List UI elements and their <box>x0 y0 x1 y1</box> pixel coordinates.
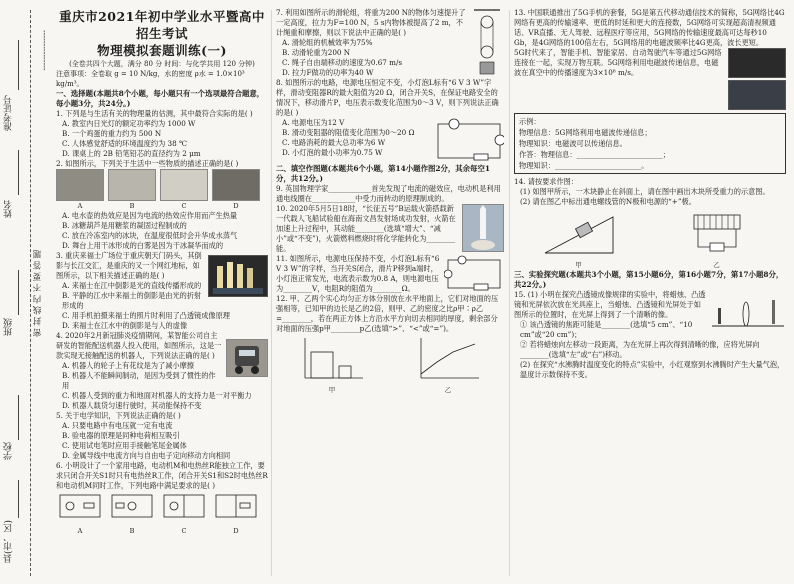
column-divider <box>509 10 510 576</box>
q3-block <box>56 251 268 311</box>
incline-diagram-icon <box>539 207 619 257</box>
q15-part: (2) 在探究“水沸腾时温度变化的特点”实验中，小红观察到水沸腾时产生大量气泡，温度计示数保持不变。 <box>520 360 785 379</box>
seal-line <box>30 10 31 576</box>
q8-option: C. 电路消耗的最大总功率为6 W <box>282 138 386 147</box>
q8-option: B. 滑动变阻器的阻值变化范围为0～20 Ω <box>282 128 415 137</box>
q1-option: A. 教室内日光灯的额定功率约为 1000 W <box>62 119 196 128</box>
q6-caption: C <box>181 527 187 535</box>
q13-paragraph: 13. 中国联通推出了5G手机的套餐，5G是第五代移动通信技术的简称，5G网络比4G网络有更高的传输速率、更低的时延和更大的连接数，5G网络可实现超高清视频通话、VR直播、无人驾驶、远程医疗等应用，5G网络的传输速度最高可达每秒10 Gb，是4G网络的100倍左右，5G网络用的电磁波频率比4G更高，波长更短。 <box>514 8 785 47</box>
q11-block <box>276 254 504 294</box>
q2-stem: 2. 如图所示，下列关于生活中一些物质的描述正确的是( ) <box>56 159 239 168</box>
circuit-diagram-icon <box>434 118 504 164</box>
q10-rocket-photo <box>462 204 504 252</box>
q9-stem: 9. 英国物理学家____________首先发现了电流的磁效应，电动机是利用通电线圈在____________中受力而转动的原理制成的。 <box>276 184 501 203</box>
graph-diagram-icon <box>297 334 367 382</box>
q13-answer-box <box>514 113 786 174</box>
q5-option: A. 只要电路中有电压就一定有电流 <box>62 421 173 430</box>
q2-caption: B <box>129 202 135 210</box>
q13-example-knowledge: 物理知识：电磁波可以传递信息。 <box>519 139 627 148</box>
q4-robot-photo <box>226 339 268 377</box>
q2-figure-row <box>56 169 268 211</box>
q14-figure[interactable] <box>539 207 619 270</box>
q8-option: D. 小灯泡的最小功率为0.75 W <box>282 148 383 157</box>
q8-stem: 8. 如图所示的电路，电源电压恒定不变，小灯泡L标有“6 V 3 W”字样，滑动变阻器R的最大阻值为20 Ω，闭合开关S，在保证电路安全的情况下，移动滑片P，电压表示数变化范围为0～3 V，则下列说法正确的是( ) <box>276 78 499 117</box>
q13-example-info: 物理信息：5G网络利用电磁波传递信息； <box>519 128 652 137</box>
exam-meta: (全卷共四个大题，满分 80 分 时间：与化学共用 120 分钟) <box>69 60 255 68</box>
q12-figure <box>413 334 483 395</box>
q1-option: D. 课桌上的 2B 铅笔铅芯的直径约为 2 μm <box>62 149 201 158</box>
q2-photo-b <box>108 169 156 201</box>
robot-icon <box>227 340 267 376</box>
q7-option: C. 绳子自由端移动的速度为0.67 m/s <box>282 58 403 67</box>
section-3-heading: 三、实验探究题(本题共3个小题，第15小题6分，第16小题7分，第17小题8分，共22分。) <box>514 270 784 289</box>
exam-title-line1: 重庆市2021年初中学业水平暨高中招生考试 <box>59 9 265 41</box>
q2-figure <box>108 169 156 211</box>
exam-number-field[interactable] <box>18 40 19 90</box>
q2-option: C. 放在冷冻室内的冰块，在温度很低时会升华成水蒸气 <box>62 231 238 240</box>
circuit-diagram-icon <box>444 254 504 294</box>
q15-part: ② 若将蜡烛向左移动一段距离，为在光屏上再次得到清晰的像，应将光屏向________(选填“左”或“右”)移动。 <box>520 340 760 359</box>
q12-caption: 甲 <box>328 386 336 394</box>
q3-stem: 3. 重庆来福士广场位于重庆朝天门码头，其倒影与长江交汇，是重庆的又一个网红地标，如图所示，以下相关描述正确的是( ) <box>56 251 202 280</box>
q4-option: D. 机器人载货匀速行驶时，其动能保持不变 <box>62 401 202 410</box>
skyline-icon <box>209 256 267 296</box>
q6-caption: A <box>77 527 83 535</box>
q2-option: A. 电水壶的热效应是因为电流的热效应作用而产生热量 <box>62 211 238 220</box>
q15-stem: 15. (1) 小明在探究凸透镜成像规律的实验中，将蜡烛、凸透镜和光屏依次放在光具座上，当蜡烛、凸透镜和光屏处于如图所示的位置时，在光屏上得到了一个清晰的像。 <box>514 290 706 319</box>
q4-text <box>56 331 222 391</box>
label-class: 班级 <box>4 318 14 336</box>
q13-photo-bottom <box>728 80 786 110</box>
section-1-heading: 一、选择题(本题共8个小题，每小题只有一个选项最符合题意，每小题3分，共24分。) <box>56 89 265 108</box>
q3-option: B. 平静的江水中来福士的倒影是由光的折射形成的 <box>62 291 202 310</box>
q4-block <box>56 331 268 391</box>
q6-circuit <box>56 491 104 536</box>
q14-caption: 甲 <box>575 261 582 269</box>
q3-option: C. 用手机拍摄来福士的照片时利用了凸透镜成像原理 <box>62 311 230 320</box>
q6-circuits <box>56 491 268 536</box>
section-2-heading: 二、填空作图题(本题共6个小题，第14小题作图2分，其余每空1分，共12分。) <box>276 164 490 183</box>
q13-answer-knowledge[interactable]: 物理知识：________________________。 <box>519 161 649 170</box>
q4-option: C. 机器人受到的重力和地面对机器人的支持力是一对平衡力 <box>62 391 252 400</box>
q2-figure <box>160 169 208 211</box>
q12-caption: 乙 <box>444 386 452 394</box>
q6-circuit <box>108 491 156 536</box>
circuit-diagram-icon <box>56 491 104 523</box>
school-field[interactable] <box>18 395 19 440</box>
q15-block <box>514 290 786 340</box>
q6-stem: 6. 小明设计了一个家用电路，电动机M和电热丝R能独立工作，要求只闭合开关S1时只有电热丝R工作，闭合开关S1和S2时电热丝R和电动机M同时工作，下列电路中满足要求的是( ) <box>56 461 268 490</box>
q14-stem: 14. 请按要求作图： <box>514 177 579 186</box>
q15-text <box>514 290 706 340</box>
q2-option: D. 舞台上用干冰形成的白雾是因为干冰凝华而成的 <box>62 241 224 250</box>
q2-figure <box>212 169 260 211</box>
seal-notice: 密 封 线 内 不 要 答 题 <box>33 250 43 337</box>
q8-option: A. 电源电压为12 V <box>282 118 345 127</box>
q3-option: A. 来福士在江中倒影是光的直线传播形成的 <box>62 281 202 290</box>
q2-photo-a <box>56 169 104 201</box>
q12-figure <box>297 334 367 395</box>
q13-photo-top <box>728 48 786 78</box>
q8-block <box>276 118 504 164</box>
q10-block <box>276 204 504 254</box>
q2-photo-c <box>160 169 208 201</box>
q12-stem: 12. 甲、乙两个实心均匀正方体分别放在水平地面上，它们对地面的压强相等，已知甲的边长是乙的2倍，则甲、乙的密度之比ρ甲∶ρ乙=________，若在两正方体上方沿水平方向切去相同的厚度，剩余部分对地面的压强p甲________p乙(选填“>”、“<”或“=”)。 <box>276 294 499 333</box>
q15-part: ① 该凸透镜的焦距可能是________(选填“5 cm”、“10 cm”或“20 cm”)； <box>520 320 693 339</box>
q7-block <box>276 8 504 78</box>
q6-caption: B <box>129 527 135 535</box>
column-3 <box>514 8 786 380</box>
q1-stem: 1. 下列是与生活有关的物理量的估测，其中最符合实际的是( ) <box>56 109 253 118</box>
name-field[interactable] <box>18 150 19 195</box>
q6-circuit <box>212 491 260 536</box>
q7-stem: 7. 利用如图所示的滑轮组，将重为200 N的物体匀速提升了一定高度，拉力为F=100 N，5 s内物体被提高了2 m，不计绳重和摩擦，则以下说法中正确的是( ) <box>276 8 466 37</box>
q10-stem: 10. 2020年5月5日18时，“长征五号”B运载火箭搭载新一代载人飞船试验船在海南文昌发射场成功发射，火箭在加速上升过程中，其动能________(选填“增大”、“减小”或“不变”)，火箭燃料燃烧时将化学能转化为________能。 <box>276 204 456 253</box>
seal-decor: --------------- <box>40 30 49 71</box>
q8-options <box>276 118 430 158</box>
q2-caption: A <box>77 202 83 210</box>
q14-figure[interactable] <box>672 207 762 270</box>
solenoid-diagram-icon <box>672 207 762 257</box>
q3-night-photo <box>208 255 268 297</box>
pulley-diagram-icon <box>470 8 504 78</box>
exam-notice: 注意事项：全卷取 g = 10 N/kg，水的密度 ρ水 = 1.0×10³ kg/m³。 <box>56 70 245 88</box>
q2-option: B. 冰糖葫芦是用糖浆的凝固过程制成的 <box>62 221 187 230</box>
county-field[interactable] <box>18 480 19 518</box>
binding-strip <box>0 0 52 584</box>
circuit-diagram-icon <box>108 491 156 523</box>
q3-text <box>56 251 204 311</box>
q6-circuit <box>160 491 208 536</box>
q7-option: B. 动滑轮重为200 N <box>282 48 351 57</box>
q14-figures <box>514 207 786 270</box>
q5-stem: 5. 关于电学知识，下列说法正确的是( ) <box>56 411 181 420</box>
graph-diagram-icon <box>413 334 483 382</box>
column-divider <box>271 10 272 576</box>
rocket-icon <box>463 205 503 251</box>
column-1 <box>56 8 268 536</box>
q14-caption: 乙 <box>713 261 720 269</box>
label-county: 县(市、区) <box>4 520 14 564</box>
q5-option: D. 金属导线中电流方向与自由电子定向移动方向相同 <box>62 451 231 460</box>
q3-option: D. 来福士在江水中的倒影是与人的虚像 <box>62 321 188 330</box>
circuit-diagram-icon <box>212 491 260 523</box>
q4-option: A. 机器人的轮子上有花纹是为了减小摩擦 <box>62 361 194 370</box>
q2-caption: D <box>233 202 239 210</box>
q12-figures <box>276 334 504 395</box>
q6-caption: D <box>233 527 239 535</box>
q2-figure <box>56 169 104 211</box>
q13-example-label: 示例： <box>519 117 541 126</box>
q13-block <box>514 48 786 110</box>
q5-option: B. 验电器的原理是同种电荷相互吸引 <box>62 431 180 440</box>
exam-title-line2: 物理模拟套题训练(一) <box>97 43 227 58</box>
label-exam-number: 准考证号 <box>4 95 14 131</box>
class-field[interactable] <box>18 270 19 315</box>
q7-option: A. 滑轮组的机械效率为75% <box>282 38 373 47</box>
label-school: 学校 <box>4 442 14 460</box>
q4-option: B. 机器人不能瞬间制动，是因为受到了惯性的作用 <box>62 371 216 390</box>
circuit-diagram-icon <box>160 491 208 523</box>
q13-answer-info[interactable]: 作答：物理信息：________________________； <box>519 150 670 159</box>
q14-part: (2) 请在图乙中标出通电螺线管的N极和电源的“+”极。 <box>520 197 696 206</box>
q5-option: C. 使用试电笔时应用手接触笔尾金属体 <box>62 441 187 450</box>
q1-option: C. 人体感觉舒适的环境温度约为 38 ℃ <box>62 139 188 148</box>
column-2 <box>276 8 504 395</box>
q4-stem: 4. 2020年2月新冠肺炎疫情期间，某智能公司自主研发的智能配送机器人投入使用，如图所示，这是一款实现无接触配送的机器人，下列说法正确的是( ) <box>56 331 222 360</box>
q14-part: (1) 如图甲所示，一木块静止在斜面上，请在图中画出木块所受重力的示意图。 <box>520 187 770 196</box>
q7-option: D. 拉力F做功的功率为40 W <box>282 68 374 77</box>
q1-option: B. 一个鸡蛋的重力约为 500 N <box>62 129 162 138</box>
q2-photo-d <box>212 169 260 201</box>
q7-text <box>276 8 466 78</box>
label-name: 姓名 <box>4 200 14 218</box>
optical-bench-icon <box>710 290 786 334</box>
q13-photos <box>728 48 786 110</box>
q13-paragraph: 5G时代来了，智能手机、智能家居、自动驾驶汽车等通过5G网络连接在一起，实现万物互联。5G网络利用电磁波传递信息，电磁波在真空中的传播速度为3×10⁸ m/s。 <box>514 48 722 77</box>
q2-caption: C <box>181 202 187 210</box>
q11-stem: 11. 如图所示，电源电压保持不变，小灯泡L标有“6 V 3 W”的字样，当开关S闭合，滑片P移到a端时，小灯泡正常发光，电流表示数为0.8 A，则电源电压为________V，电阻R的阻值为________Ω。 <box>276 254 440 293</box>
